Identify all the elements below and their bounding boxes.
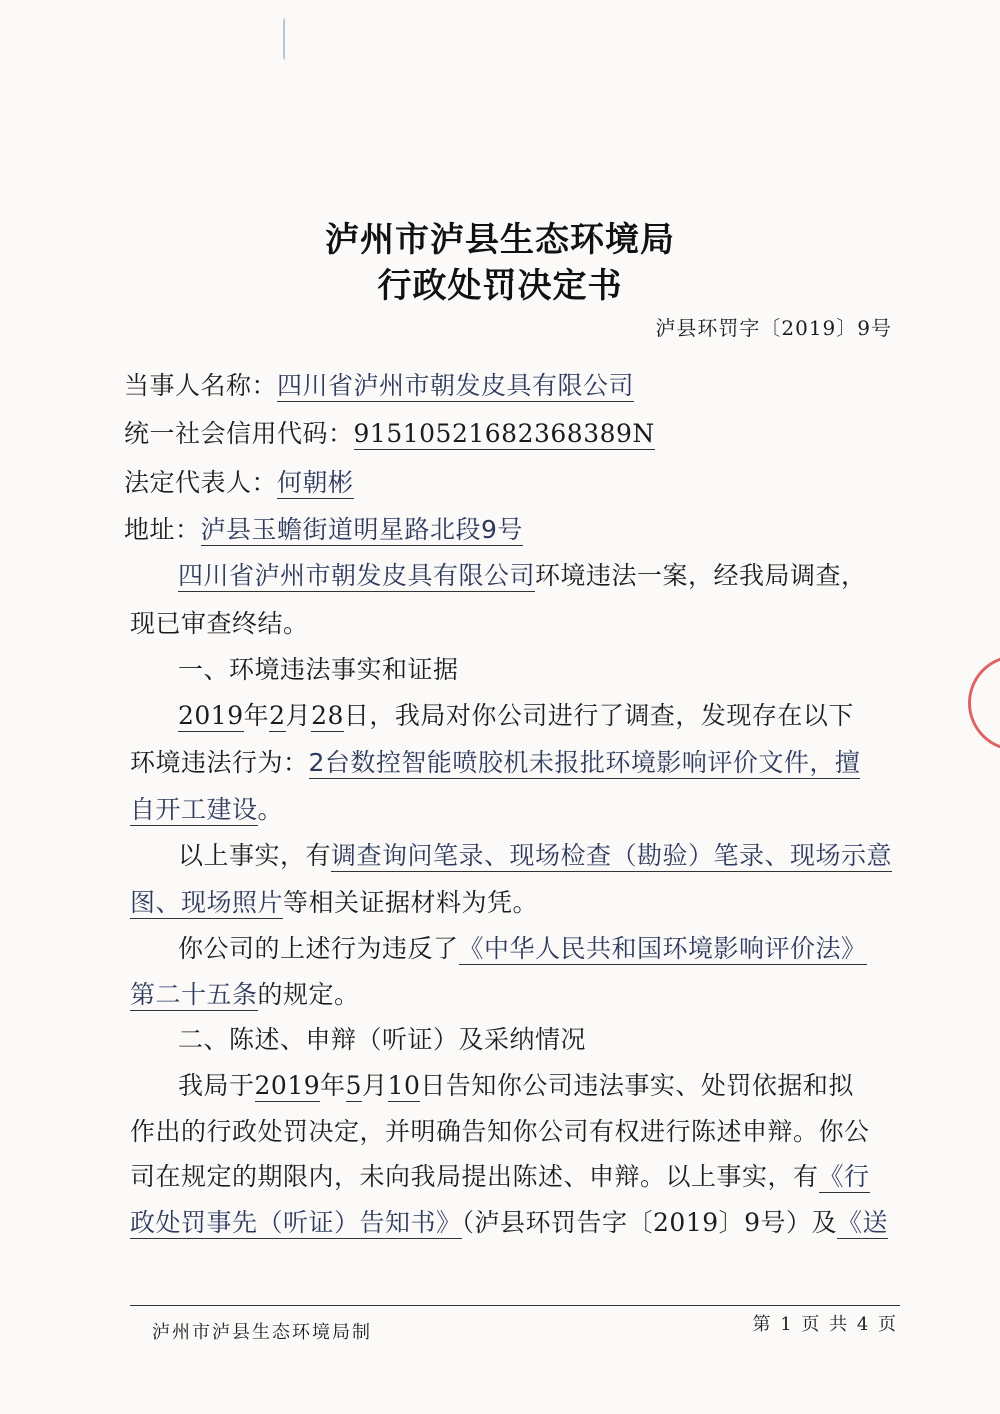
notice-prefix: 我局于	[178, 1071, 255, 1100]
law-line1	[178, 929, 867, 965]
violation-prefix: 环境违法行为：	[130, 748, 309, 777]
section2-line4	[130, 1203, 888, 1239]
intro-line2: 现已审查终结。	[130, 609, 309, 638]
legal-rep-row	[124, 463, 354, 499]
section1-para1-line3	[130, 790, 283, 826]
period: 。	[257, 795, 284, 824]
official-seal-edge	[968, 655, 1000, 751]
notice-doc-start: 《行	[818, 1162, 870, 1191]
notice-day: 10	[387, 1071, 421, 1100]
section2-line3-text: 司在规定的期限内，未向我局提出陈述、申辩。以上事实，有	[130, 1162, 819, 1191]
credit-code-label: 统一社会信用代码：	[124, 419, 354, 448]
law-line2	[130, 975, 360, 1011]
evidence-list-end: 图、现场照片	[130, 888, 284, 917]
section1-para1-rest: 日，我局对你公司进行了调查，发现存在以下	[343, 701, 854, 730]
section1-para1-line2	[130, 743, 860, 779]
evidence-prefix: 以上事实，有	[178, 841, 332, 870]
document-number: 泸县环罚字〔2019〕9号	[655, 316, 892, 340]
section1-year: 2019	[178, 701, 244, 730]
evidence-end: 等相关证据材料为凭。	[283, 888, 539, 917]
intro-line1	[178, 556, 867, 592]
section1-heading: 一、环境违法事实和证据	[178, 655, 459, 684]
credit-code-row	[124, 414, 655, 450]
section1-day: 28	[311, 701, 344, 730]
address-row	[124, 510, 523, 546]
legal-rep-label: 法定代表人：	[124, 468, 278, 497]
legal-rep-value: 何朝彬	[277, 468, 354, 497]
section2-line3	[130, 1157, 870, 1193]
intro-text1: 环境违法一案，经我局调查，	[535, 561, 867, 590]
month-unit: 月	[362, 1071, 388, 1100]
year-unit: 年	[243, 701, 270, 730]
violation-text-end: 自开工建设	[130, 795, 258, 824]
footer-maker: 泸州市泸县生态环境局制	[152, 1322, 372, 1343]
party-name-value: 四川省泸州市朝发皮具有限公司	[277, 371, 635, 400]
law-article: 第二十五条	[130, 980, 258, 1009]
section2-line1	[178, 1066, 854, 1102]
notice-doc-name: 政处罚事先（听证）告知书》	[130, 1208, 462, 1237]
credit-code-value: 91510521682368389N	[353, 419, 655, 448]
section2-heading: 二、陈述、申辩（听证）及采纳情况	[178, 1025, 587, 1054]
page-indicator: 第 1 页 共 4 页	[752, 1314, 898, 1335]
year-unit: 年	[320, 1071, 346, 1100]
law-name: 《中华人民共和国环境影响评价法》	[458, 934, 867, 963]
notice-doc-number: （泸县环罚告字〔2019〕9号）及	[461, 1208, 838, 1237]
footer-divider	[130, 1305, 900, 1306]
party-name-row	[124, 366, 634, 402]
section1-para1-line1	[178, 696, 854, 732]
pen-mark	[283, 18, 291, 60]
delivery-doc-start: 《送	[837, 1208, 889, 1237]
section2-line2: 作出的行政处罚决定，并明确告知你公司有权进行陈述申辩。你公	[130, 1117, 870, 1146]
evidence-list: 调查询问笔录、现场检查（勘验）笔录、现场示意	[331, 841, 893, 870]
party-name-label: 当事人名称：	[124, 371, 278, 400]
notice-year: 2019	[254, 1071, 321, 1100]
address-label: 地址：	[124, 515, 201, 544]
intro-company: 四川省泸州市朝发皮具有限公司	[178, 561, 536, 590]
month-unit: 月	[285, 701, 312, 730]
evidence-line1	[178, 836, 892, 872]
law-prefix: 你公司的上述行为违反了	[178, 934, 459, 963]
violation-text: 2台数控智能喷胶机未报批环境影响评价文件，擅	[308, 748, 861, 777]
section1-month: 2	[269, 701, 286, 730]
notice-month: 5	[345, 1071, 363, 1100]
document-title-line2: 行政处罚决定书	[377, 266, 623, 306]
document-title-line1: 泸州市泸县生态环境局	[325, 220, 675, 260]
notice-rest: 日告知你公司违法事实、处罚依据和拟	[420, 1071, 854, 1100]
law-end: 的规定。	[257, 980, 360, 1009]
evidence-line2	[130, 883, 538, 919]
address-value: 泸县玉蟾街道明星路北段9号	[200, 515, 523, 544]
